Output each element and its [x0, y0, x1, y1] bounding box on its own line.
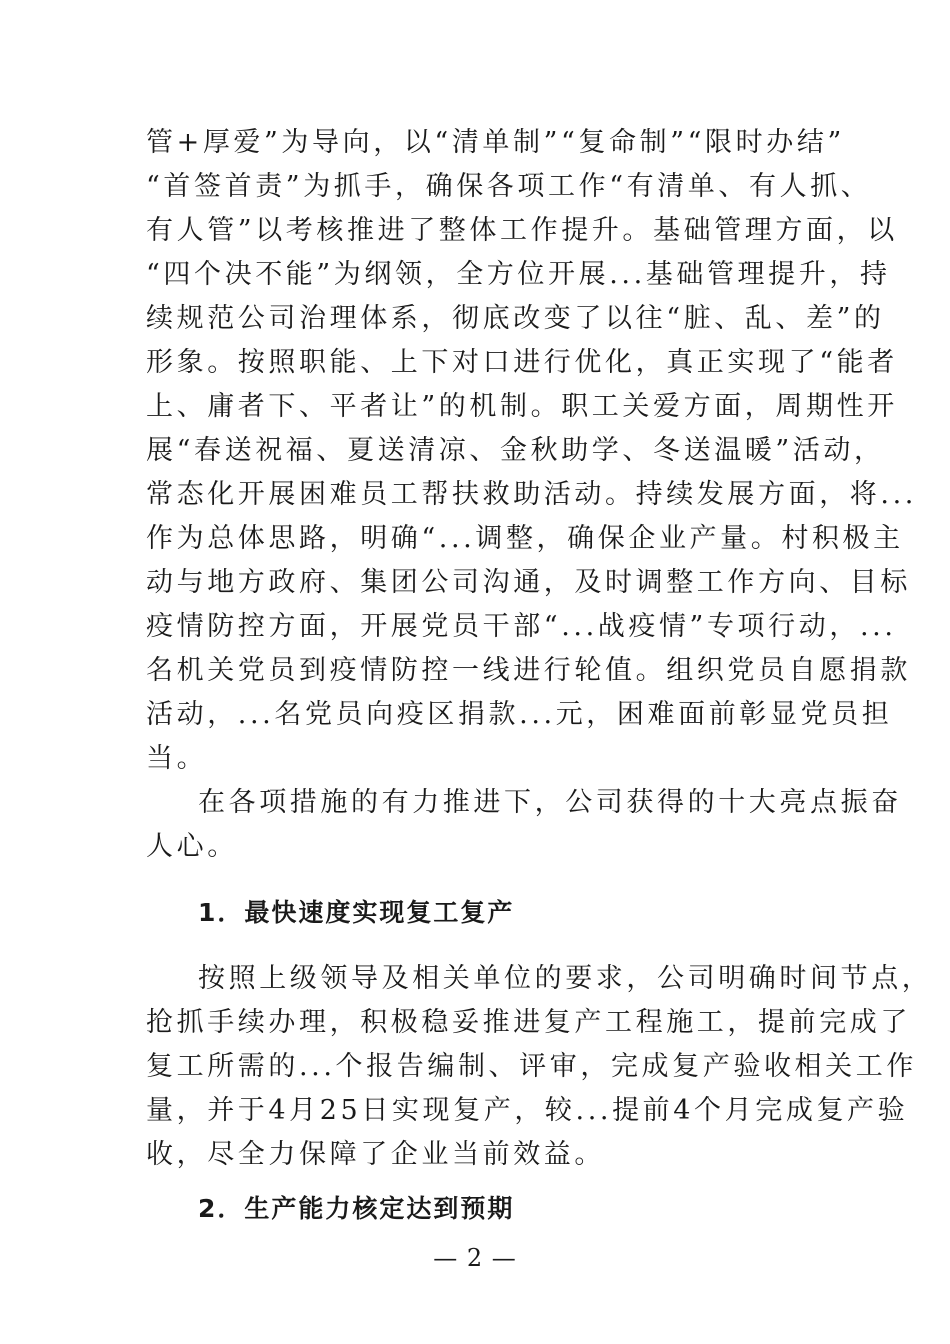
paragraph-line: 形象。按照职能、上下对口进行优化，真正实现了“能者	[146, 347, 898, 378]
paragraph-line: 续规范公司治理体系，彻底改变了以往“脏、乱、差”的	[146, 303, 885, 334]
paragraph-line: 常态化开展困难员工帮扶救助活动。持续发展方面，将...	[146, 479, 917, 510]
paragraph-line: 抢抓手续办理，积极稳妥推进复产工程施工，提前完成了	[146, 1007, 911, 1038]
paragraph-line: 量，并于4月25日实现复产，较...提前4个月完成复产验	[146, 1095, 909, 1126]
paragraph-line: 活动，...名党员向疫区捐款...元，困难面前彰显党员担	[146, 699, 893, 730]
paragraph-line: 动与地方政府、集团公司沟通，及时调整工作方向、目标	[146, 567, 911, 598]
paragraph-line: 人心。	[146, 831, 238, 862]
paragraph-line: 疫情防控方面，开展党员干部“...战疫情”专项行动，...	[146, 611, 897, 642]
section-heading: 2．生产能力核定达到预期	[198, 1194, 515, 1223]
paragraph-line: 管+厚爱”为导向，以“清单制”“复命制”“限时办结”	[146, 127, 845, 158]
paragraph-line: 在各项措施的有力推进下，公司获得的十大亮点振奋	[198, 787, 902, 818]
paragraph-line: 展“春送祝福、夏送清凉、金秋助学、冬送温暖”活动，	[146, 435, 885, 466]
paragraph-line: 复工所需的...个报告编制、评审，完成复产验收相关工作	[146, 1051, 917, 1082]
paragraph-line: 按照上级领导及相关单位的要求，公司明确时间节点，	[198, 963, 933, 994]
paragraph-line: 当。	[146, 743, 208, 774]
paragraph-line: 名机关党员到疫情防控一线进行轮值。组织党员自愿捐款	[146, 655, 911, 686]
paragraph-line: 有人管”以考核推进了整体工作提升。基础管理方面，以	[146, 215, 898, 246]
paragraph-line: “四个决不能”为纲领，全方位开展...基础管理提升，持	[146, 259, 891, 290]
section-heading: 1．最快速度实现复工复产	[198, 898, 515, 927]
paragraph-line: 收，尽全力保障了企业当前效益。	[146, 1139, 605, 1170]
page-number: — 2 —	[433, 1244, 517, 1272]
paragraph-line: “首签首责”为抓手，确保各项工作“有清单、有人抓、	[146, 171, 872, 202]
paragraph-line: 作为总体思路，明确“...调整，确保企业产量。村积极主	[146, 523, 904, 554]
paragraph-line: 上、庸者下、平者让”的机制。职工关爱方面，周期性开	[146, 391, 898, 422]
